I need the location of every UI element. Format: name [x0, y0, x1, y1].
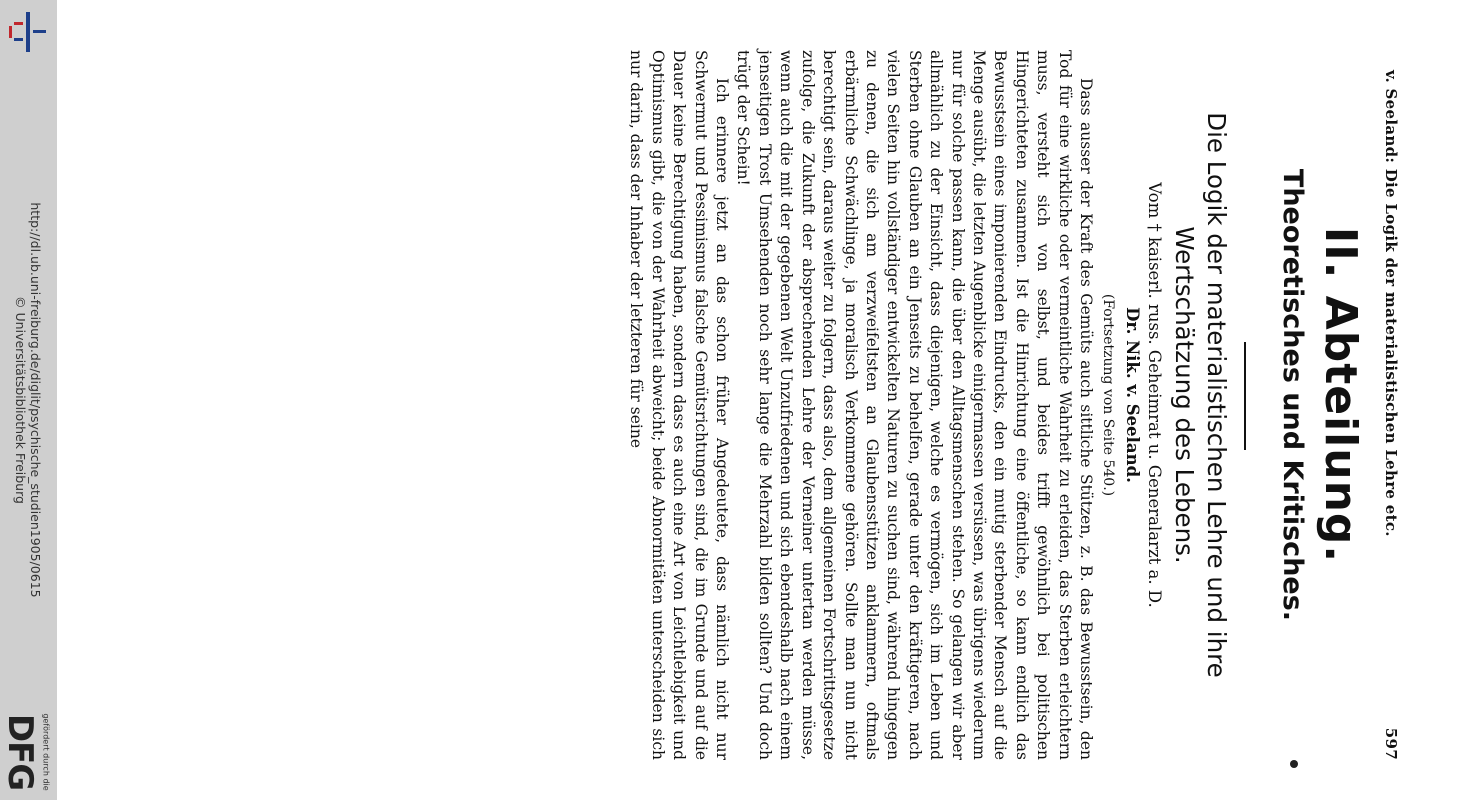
section-heading: II. Abteilung.	[1315, 226, 1366, 564]
document-page	[218, 10, 1418, 780]
page-number: 597	[1382, 727, 1400, 760]
running-head	[1382, 70, 1400, 760]
section-subheading: Theoretisches und Kritisches.	[1277, 168, 1308, 622]
source-url-label	[13, 202, 43, 597]
ink-spot	[1290, 760, 1298, 768]
article-body	[625, 50, 1096, 760]
page-content	[218, 10, 1418, 780]
source-url: http://dl.ub.uni-freiburg.de/diglit/psychische_studien1905/0615	[28, 202, 43, 598]
running-head-text: v. Seeland: Die Logik der materialistischen Lehre etc.	[1382, 70, 1400, 537]
copyright-notice: © Universitätsbibliothek Freiburg	[13, 296, 28, 504]
viewer-sidebar	[0, 0, 57, 800]
dfg-logo: DFG	[0, 713, 40, 791]
paragraph: Ich erinnere jetzt an das schon früher Angedeutete, dass nämlich nicht nur Schwermut und Pessimismus falsche Gemütsrichtungen sind, die im Grunde und auf die Dauer keine Berechtigung haben, sondern dass es auch eine Art von Leichtlebigkeit und Optimismus gibt, die von der Wahrheit abweicht; beide Abnormitäten unterscheiden sich nur darin, dass der Inhaber der letzteren für seine	[627, 50, 732, 760]
author-title: Vom † kaiserl. russ. Geheimrat u. Generalarzt a. D.	[1145, 182, 1164, 608]
paragraph: Dass ausser der Kraft des Gemüts auch sittliche Stützen, z. B. das Bewusstsein, den Tod für eine wirkliche oder vermeintliche Wahrheit zu erleiden, das Sterben erleichtern muss, versteht sich von selbst, und beides trifft gewöhnlich bei politischen Hingerichteten zusammen. Ist die Hinrichtung eine öffentliche, so kann endlich das Bewusstsein eines imponierenden Eindrucks, den ein mutig sterbender Mensch auf die Menge ausübt, die letzten Augenblicke einigermassen versüssen, was übrigens wiederum nur für solche passen kann, die über den Alltagsmenschen stehen. So gelangen wir aber allmählich zu der Einsicht, dass diejenigen, welche es vermögen, sich im Leben und Sterben ohne Glauben an ein Jenseits zu behelfen, gerade unter den kräftigeren, nach vielen Seiten hin vollständiger entwickelten Naturen zu suchen sind, während hingegen zu denen, die sich am verzweifeltsten an Glaubensstützen anklammern, oftmals erbärmliche Schwächlinge, ja moralisch Verkommene gehören. Sollte man nun nicht berechtigt sein, daraus weiter zu folgern, dass also, dem allgemeinen Fortschrittsgesetze zufolge, die Zukunft der absprechenden Lehre der Verneiner untertan werden müsse, wenn auch die mit der gegebenen Welt Unzufriedenen und sich ebendeshalb nach einem jenseitigen Trost Umsehenden noch sehr lange die Mehrzahl bilden sollten? Und doch trügt der Schein!	[734, 50, 1095, 760]
continuation-note: (Fortsetzung von Seite 540.)	[1100, 293, 1116, 497]
article-title: Die Logik der materialistischen Lehre und ihre Wertschätzung des Lebens.	[1170, 112, 1231, 678]
ub-freiburg-logo-icon[interactable]	[6, 10, 50, 54]
divider-rule	[1244, 342, 1246, 450]
author-name: Dr. Nik. v. Seeland.	[1123, 307, 1142, 483]
funder-caption: gefördert durch die	[41, 713, 51, 791]
